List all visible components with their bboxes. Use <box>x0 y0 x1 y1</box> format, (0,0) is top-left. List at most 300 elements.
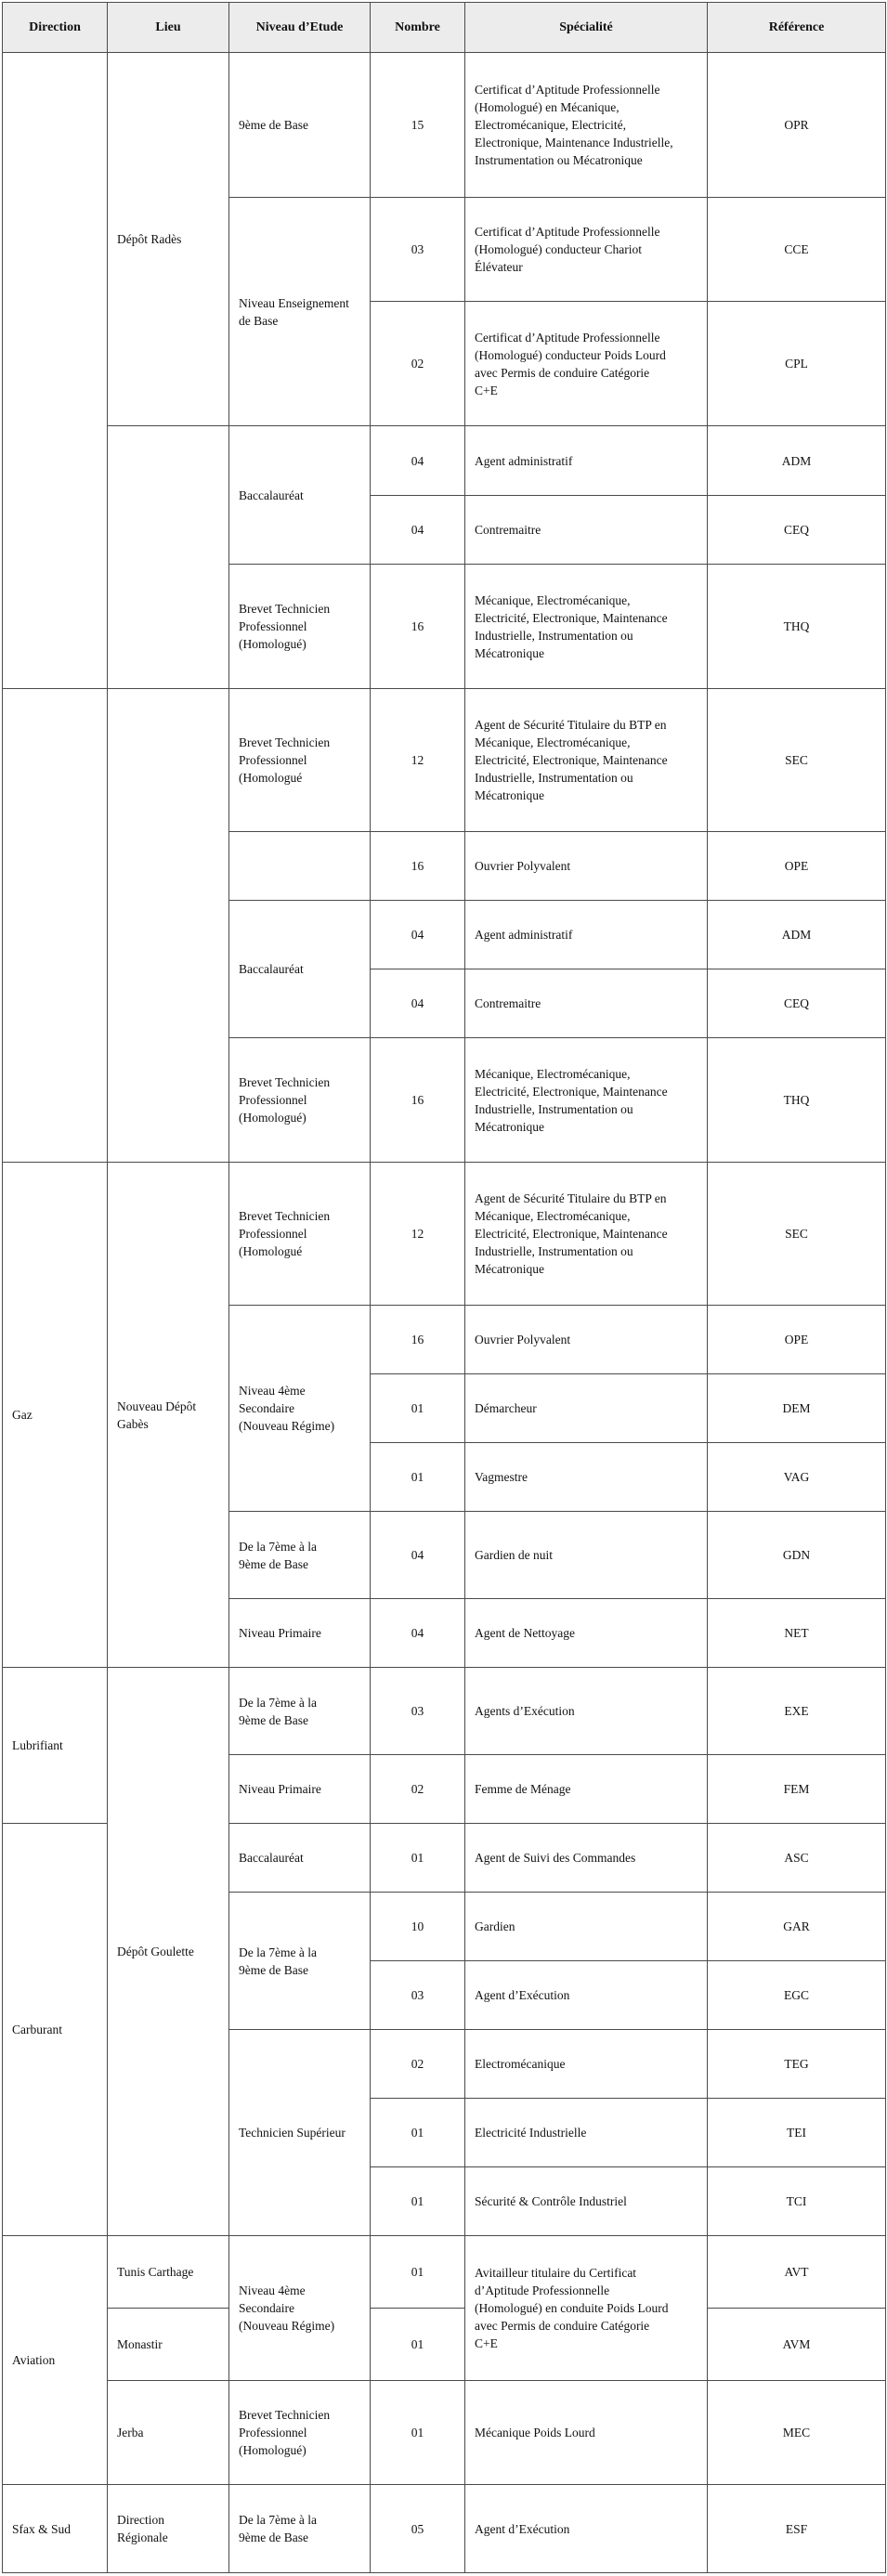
specialite-text <box>475 521 541 539</box>
niveau-label-line: 9ème de Base <box>239 118 308 132</box>
reference-cell <box>707 1305 886 1374</box>
lieu-label-line: Jerba <box>117 2426 144 2439</box>
specialite-text <box>475 1399 537 1417</box>
nombre-cell <box>370 1754 465 1824</box>
direction-cell <box>2 1823 108 2236</box>
reference-code: GAR <box>783 1919 810 1933</box>
header-lieu-label: Lieu <box>155 20 181 34</box>
specialite-text-line: (Homologué) en conduite Poids Lourd <box>475 2301 669 2315</box>
specialite-cell <box>464 1667 708 1755</box>
niveau-label-line: (Homologué <box>239 1244 303 1258</box>
specialite-text-line: Certificat d’Aptitude Professionnelle <box>475 83 660 97</box>
specialite-cell <box>464 2029 708 2099</box>
reference-code: ADM <box>781 928 812 942</box>
specialite-text <box>475 223 659 276</box>
lieu-label <box>117 2335 163 2353</box>
niveau-cell <box>228 1823 371 1893</box>
nombre-value: 03 <box>411 1988 424 2002</box>
niveau-label-line: Niveau Primaire <box>239 1782 321 1796</box>
nombre-value: 02 <box>411 2057 424 2071</box>
nombre-value: 12 <box>411 753 424 767</box>
direction-label: Gaz <box>12 1408 33 1422</box>
reference-code: TCI <box>786 2194 807 2208</box>
nombre-value: 16 <box>411 1333 424 1347</box>
lieu-label <box>117 1398 196 1433</box>
specialite-cell <box>464 1037 708 1163</box>
niveau-cell <box>228 1037 371 1163</box>
reference-cell <box>707 425 886 496</box>
niveau-label-line: Brevet Technicien <box>239 735 331 749</box>
nombre-cell <box>370 1037 465 1163</box>
reference-cell <box>707 1598 886 1668</box>
nombre-cell <box>370 1823 465 1893</box>
reference-code: AVT <box>784 2265 809 2279</box>
niveau-cell <box>228 831 371 901</box>
nombre-cell <box>370 1667 465 1755</box>
nombre-value: 16 <box>411 859 424 873</box>
specialite-text-line: Industrielle, Instrumentation ou <box>475 1244 633 1258</box>
reference-cell <box>707 1037 886 1163</box>
specialite-cell <box>464 1511 708 1599</box>
specialite-text-line: Élévateur <box>475 260 523 274</box>
specialite-text-line: Ouvrier Polyvalent <box>475 859 571 873</box>
specialite-text <box>475 1331 570 1348</box>
header-reference <box>707 2 886 53</box>
reference-cell <box>707 52 886 198</box>
niveau-cell <box>228 1162 371 1306</box>
nombre-cell <box>370 831 465 901</box>
specialite-cell <box>464 495 708 565</box>
lieu-label-line: Direction <box>117 2513 164 2527</box>
specialite-cell <box>464 2380 708 2485</box>
header-niveau-label: Niveau d’Etude <box>255 20 344 34</box>
niveau-cell <box>228 2235 371 2381</box>
reference-code: GDN <box>782 1548 811 1562</box>
reference-code: TEI <box>787 2126 806 2140</box>
specialite-text-line: Mécatronique <box>475 1262 544 1276</box>
lieu-label-line: Nouveau Dépôt <box>117 1399 197 1413</box>
niveau-label-line: 9ème de Base <box>239 1712 308 1727</box>
niveau-label <box>239 1849 304 1867</box>
nombre-value: 12 <box>411 1227 424 1241</box>
specialite-cell <box>464 1960 708 2030</box>
nombre-value: 15 <box>411 118 424 132</box>
nombre-cell <box>370 301 465 426</box>
reference-code: CCE <box>784 242 809 256</box>
niveau-label-line: Secondaire <box>239 2301 294 2315</box>
niveau-label-line: (Homologué) <box>239 637 307 651</box>
specialite-text-line: (Homologué) conducteur Poids Lourd <box>475 347 666 362</box>
lieu-cell <box>107 2235 229 2309</box>
nombre-value: 04 <box>411 523 424 537</box>
specialite-text-line: Agent d’Exécution <box>475 2521 570 2536</box>
niveau-label-line: (Nouveau Régime) <box>239 1419 335 1433</box>
specialite-text-line: Sécurité & Contrôle Industriel <box>475 2194 627 2208</box>
direction-cell <box>2 1162 108 1668</box>
nombre-cell <box>370 1598 465 1668</box>
specialite-text <box>475 81 673 169</box>
lieu-label-line: Monastir <box>117 2337 163 2351</box>
reference-cell <box>707 1892 886 1961</box>
niveau-label <box>239 1694 317 1729</box>
niveau-label <box>239 2406 330 2459</box>
specialite-text-line: Agent de Suivi des Commandes <box>475 1851 636 1865</box>
reference-code: THQ <box>783 1093 810 1107</box>
niveau-label-line: Niveau Primaire <box>239 1626 321 1640</box>
nombre-cell <box>370 2308 465 2381</box>
reference-cell <box>707 2235 886 2309</box>
niveau-label-line: Professionnel <box>239 1093 307 1107</box>
lieu-cell <box>107 52 229 426</box>
reference-cell <box>707 1162 886 1306</box>
nombre-value: 03 <box>411 242 424 256</box>
niveau-label-line: Professionnel <box>239 619 307 633</box>
specialite-cell <box>464 1305 708 1374</box>
specialite-text <box>475 857 570 875</box>
lieu-cell <box>107 688 229 1163</box>
nombre-value: 02 <box>411 1782 424 1796</box>
specialite-text-line: C+E <box>475 2336 498 2350</box>
specialite-text <box>475 1065 668 1136</box>
niveau-label <box>239 600 330 653</box>
specialite-text <box>475 995 541 1012</box>
nombre-cell <box>370 2235 465 2309</box>
specialite-text <box>475 2424 595 2441</box>
specialite-cell <box>464 688 708 832</box>
reference-cell <box>707 1373 886 1443</box>
specialite-cell <box>464 564 708 689</box>
header-specialite-label: Spécialité <box>559 20 613 34</box>
reference-cell <box>707 831 886 901</box>
nombre-value: 04 <box>411 928 424 942</box>
specialite-text-line: (Homologué) en Mécanique, <box>475 100 620 114</box>
nombre-cell <box>370 495 465 565</box>
niveau-cell <box>228 425 371 565</box>
nombre-cell <box>370 2484 465 2573</box>
niveau-cell <box>228 688 371 832</box>
specialite-cell <box>464 900 708 969</box>
nombre-value: 04 <box>411 453 424 468</box>
reference-cell <box>707 1823 886 1893</box>
niveau-label <box>239 2282 334 2335</box>
direction-cell <box>2 688 108 1163</box>
specialite-cell <box>464 2235 708 2381</box>
reference-cell <box>707 2484 886 2573</box>
specialite-text-line: Electricité, Electronique, Maintenance <box>475 1227 668 1241</box>
reference-code: TEG <box>784 2057 809 2071</box>
reference-code: ADM <box>781 453 812 468</box>
specialite-text-line: C+E <box>475 383 498 397</box>
nombre-cell <box>370 969 465 1038</box>
header-specialite <box>464 2 708 53</box>
reference-cell <box>707 969 886 1038</box>
niveau-label <box>239 487 304 504</box>
reference-code: AVM <box>782 2337 811 2351</box>
specialite-text <box>475 329 666 399</box>
niveau-label <box>239 1538 317 1573</box>
nombre-cell <box>370 1373 465 1443</box>
reference-cell <box>707 495 886 565</box>
specialite-text <box>475 2124 586 2141</box>
header-reference-label: Référence <box>768 20 825 34</box>
niveau-label <box>239 294 349 330</box>
direction-label: Carburant <box>12 2023 62 2036</box>
specialite-cell <box>464 1598 708 1668</box>
specialite-text-line: Gardien de nuit <box>475 1548 553 1562</box>
specialite-cell <box>464 301 708 426</box>
nombre-value: 01 <box>411 1851 424 1865</box>
niveau-label-line: 9ème de Base <box>239 2530 308 2544</box>
lieu-cell <box>107 2484 229 2573</box>
reference-code: OPE <box>784 1333 809 1347</box>
reference-code: OPR <box>784 118 809 132</box>
header-direction-label: Direction <box>29 20 81 34</box>
lieu-label-line: Régionale <box>117 2530 168 2544</box>
specialite-text-line: Démarcheur <box>475 1401 537 1415</box>
specialite-text-line: Agent de Nettoyage <box>475 1626 575 1640</box>
specialite-text-line: Mécanique Poids Lourd <box>475 2426 595 2439</box>
niveau-cell <box>228 1754 371 1824</box>
nombre-cell <box>370 197 465 302</box>
lieu-label-line: Gabès <box>117 1416 149 1431</box>
specialite-text-line: Certificat d’Aptitude Professionnelle <box>475 330 660 345</box>
specialite-text-line: Mécanique, Electromécanique, <box>475 1209 631 1223</box>
reference-cell <box>707 2166 886 2236</box>
specialite-text <box>475 1624 575 1642</box>
niveau-cell <box>228 52 371 198</box>
nombre-value: 16 <box>411 619 424 633</box>
specialite-text-line: Mécatronique <box>475 1119 544 1134</box>
specialite-text-line: (Homologué) conducteur Chariot <box>475 242 642 256</box>
specialite-text-line: Vagmestre <box>475 1470 528 1484</box>
reference-cell <box>707 2029 886 2099</box>
niveau-cell <box>228 1305 371 1512</box>
nombre-cell <box>370 425 465 496</box>
specialite-cell <box>464 2098 708 2167</box>
lieu-label <box>117 2263 193 2281</box>
nombre-value: 04 <box>411 1626 424 1640</box>
nombre-value: 01 <box>411 2265 424 2279</box>
reference-cell <box>707 564 886 689</box>
niveau-cell <box>228 197 371 426</box>
niveau-label-line: Professionnel <box>239 1227 307 1241</box>
specialite-text-line: Industrielle, Instrumentation ou <box>475 1101 633 1116</box>
reference-code: CEQ <box>784 523 809 537</box>
header-nombre-label: Nombre <box>395 20 440 34</box>
specialite-text <box>475 1190 668 1278</box>
lieu-label <box>117 1943 194 1960</box>
nombre-cell <box>370 2098 465 2167</box>
specialite-text <box>475 2192 627 2210</box>
reference-code: THQ <box>783 619 810 633</box>
specialite-text-line: Agent de Sécurité Titulaire du BTP en <box>475 718 667 732</box>
nombre-cell <box>370 2166 465 2236</box>
niveau-cell <box>228 1667 371 1755</box>
specialite-text-line: Mécanique, Electromécanique, <box>475 592 631 607</box>
niveau-label <box>239 734 330 787</box>
lieu-label-line: Dépôt Radès <box>117 232 182 246</box>
specialite-cell <box>464 1162 708 1306</box>
specialite-text <box>475 1468 528 1486</box>
specialite-cell <box>464 969 708 1038</box>
niveau-label-line: Professionnel <box>239 753 307 767</box>
specialite-text <box>475 1780 570 1798</box>
reference-cell <box>707 2308 886 2381</box>
nombre-value: 04 <box>411 996 424 1010</box>
niveau-label <box>239 1382 334 1435</box>
niveau-label <box>239 116 308 134</box>
nombre-cell <box>370 900 465 969</box>
specialite-text-line: Electricité, Electronique, Maintenance <box>475 610 668 625</box>
niveau-label <box>239 1780 321 1798</box>
specialite-text-line: Contremaitre <box>475 523 541 537</box>
specialite-cell <box>464 197 708 302</box>
niveau-label-line: Professionnel <box>239 2426 307 2439</box>
direction-label: Lubrifiant <box>12 1738 63 1752</box>
reference-cell <box>707 1960 886 2030</box>
niveau-label-line: Secondaire <box>239 1401 294 1415</box>
specialite-text-line: Instrumentation ou Mécatronique <box>475 153 643 167</box>
header-direction <box>2 2 108 53</box>
reference-cell <box>707 900 886 969</box>
specialite-text <box>475 716 668 804</box>
niveau-cell <box>228 1598 371 1668</box>
nombre-value: 01 <box>411 2426 424 2439</box>
nombre-cell <box>370 1162 465 1306</box>
reference-cell <box>707 301 886 426</box>
niveau-label-line: Baccalauréat <box>239 1851 304 1865</box>
niveau-label-line: Niveau Enseignement <box>239 295 349 310</box>
reference-code: FEM <box>783 1782 810 1796</box>
specialite-text-line: d’Aptitude Professionnelle <box>475 2283 610 2297</box>
nombre-cell <box>370 1305 465 1374</box>
specialite-cell <box>464 1892 708 1961</box>
direction-label: Aviation <box>12 2353 56 2367</box>
reference-code: CEQ <box>784 996 809 1010</box>
specialite-text <box>475 1918 515 1935</box>
niveau-label-line: (Homologué) <box>239 2443 307 2457</box>
nombre-value: 01 <box>411 2194 424 2208</box>
specialite-text-line: Agent administratif <box>475 928 573 942</box>
lieu-label-line: Tunis Carthage <box>117 2265 194 2279</box>
niveau-cell <box>228 564 371 689</box>
reference-code: OPE <box>784 859 809 873</box>
niveau-label <box>239 960 304 978</box>
header-nombre <box>370 2 465 53</box>
nombre-value: 05 <box>411 2521 424 2536</box>
nombre-cell <box>370 52 465 198</box>
nombre-value: 04 <box>411 1548 424 1562</box>
direction-label: Sfax & Sud <box>12 2521 72 2536</box>
specialite-text-line: Agent de Sécurité Titulaire du BTP en <box>475 1191 667 1205</box>
specialite-cell <box>464 425 708 496</box>
specialite-text-line: Gardien <box>475 1919 515 1933</box>
specialite-cell <box>464 52 708 198</box>
specialite-text-line: Industrielle, Instrumentation ou <box>475 771 633 785</box>
reference-code: EGC <box>784 1988 809 2002</box>
nombre-value: 02 <box>411 357 424 371</box>
niveau-cell <box>228 1511 371 1599</box>
niveau-label-line: 9ème de Base <box>239 1556 308 1571</box>
niveau-cell <box>228 900 371 1038</box>
niveau-cell <box>228 2484 371 2573</box>
specialite-text-line: Contremaitre <box>475 996 541 1010</box>
specialite-text <box>475 1986 569 2004</box>
specialite-text <box>475 1849 635 1867</box>
niveau-label <box>239 2124 346 2141</box>
lieu-label <box>117 2424 143 2441</box>
nombre-value: 01 <box>411 1401 424 1415</box>
niveau-label <box>239 1207 330 1260</box>
specialite-text-line: Agent administratif <box>475 453 573 468</box>
specialite-text-line: Electricité Industrielle <box>475 2126 587 2140</box>
niveau-cell <box>228 1892 371 2030</box>
niveau-label-line: (Homologué) <box>239 1111 307 1125</box>
nombre-cell <box>370 1511 465 1599</box>
specialite-text-line: Electricité, Electronique, Maintenance <box>475 1084 668 1099</box>
reference-cell <box>707 1754 886 1824</box>
reference-code: EXE <box>784 1704 809 1718</box>
lieu-label <box>117 2511 168 2546</box>
specialite-text <box>475 926 572 943</box>
niveau-label <box>239 1624 321 1642</box>
nombre-value: 10 <box>411 1919 424 1933</box>
niveau-label-line: Brevet Technicien <box>239 2408 331 2422</box>
specialite-text-line: Electricité, Electronique, Maintenance <box>475 753 668 767</box>
niveau-cell <box>228 2380 371 2485</box>
specialite-text-line: Industrielle, Instrumentation ou <box>475 628 633 643</box>
nombre-value: 01 <box>411 2126 424 2140</box>
reference-code: ESF <box>785 2521 808 2536</box>
specialite-text <box>475 2520 569 2538</box>
niveau-cell <box>228 2029 371 2236</box>
reference-cell <box>707 688 886 832</box>
specialite-text <box>475 1702 575 1720</box>
specialite-text-line: Electromécanique, Electricité, <box>475 118 627 132</box>
niveau-label-line: Baccalauréat <box>239 488 304 502</box>
nombre-value: 16 <box>411 1093 424 1107</box>
specialite-text-line: Mécanique, Electromécanique, <box>475 1066 631 1081</box>
specialite-cell <box>464 2484 708 2573</box>
niveau-label-line: Niveau 4ème <box>239 1384 306 1398</box>
lieu-cell <box>107 2380 229 2485</box>
niveau-label-line: Niveau 4ème <box>239 2283 306 2297</box>
niveau-label-line: 9ème de Base <box>239 1962 308 1977</box>
lieu-cell <box>107 425 229 689</box>
nombre-value: 03 <box>411 1704 424 1718</box>
direction-cell <box>2 1667 108 1824</box>
niveau-label-line: de Base <box>239 313 279 328</box>
reference-code: MEC <box>782 2426 811 2439</box>
specialite-text-line: Ouvrier Polyvalent <box>475 1333 571 1347</box>
reference-cell <box>707 197 886 302</box>
reference-cell <box>707 1511 886 1599</box>
niveau-label-line: De la 7ème à la <box>239 1945 317 1959</box>
reference-code: CPL <box>785 357 808 371</box>
nombre-cell <box>370 2380 465 2485</box>
specialite-text-line: Mécatronique <box>475 788 544 802</box>
nombre-cell <box>370 688 465 832</box>
specialite-text-line: Avitailleur titulaire du Certificat <box>475 2266 637 2280</box>
niveau-label-line: Brevet Technicien <box>239 1075 331 1089</box>
niveau-label-line: (Nouveau Régime) <box>239 2319 335 2333</box>
specialite-text <box>475 592 668 662</box>
reference-code: DEM <box>782 1401 811 1415</box>
specialite-text <box>475 1546 553 1564</box>
nombre-value: 01 <box>411 1470 424 1484</box>
niveau-label-line: (Homologué <box>239 771 303 785</box>
reference-code: SEC <box>785 753 808 767</box>
